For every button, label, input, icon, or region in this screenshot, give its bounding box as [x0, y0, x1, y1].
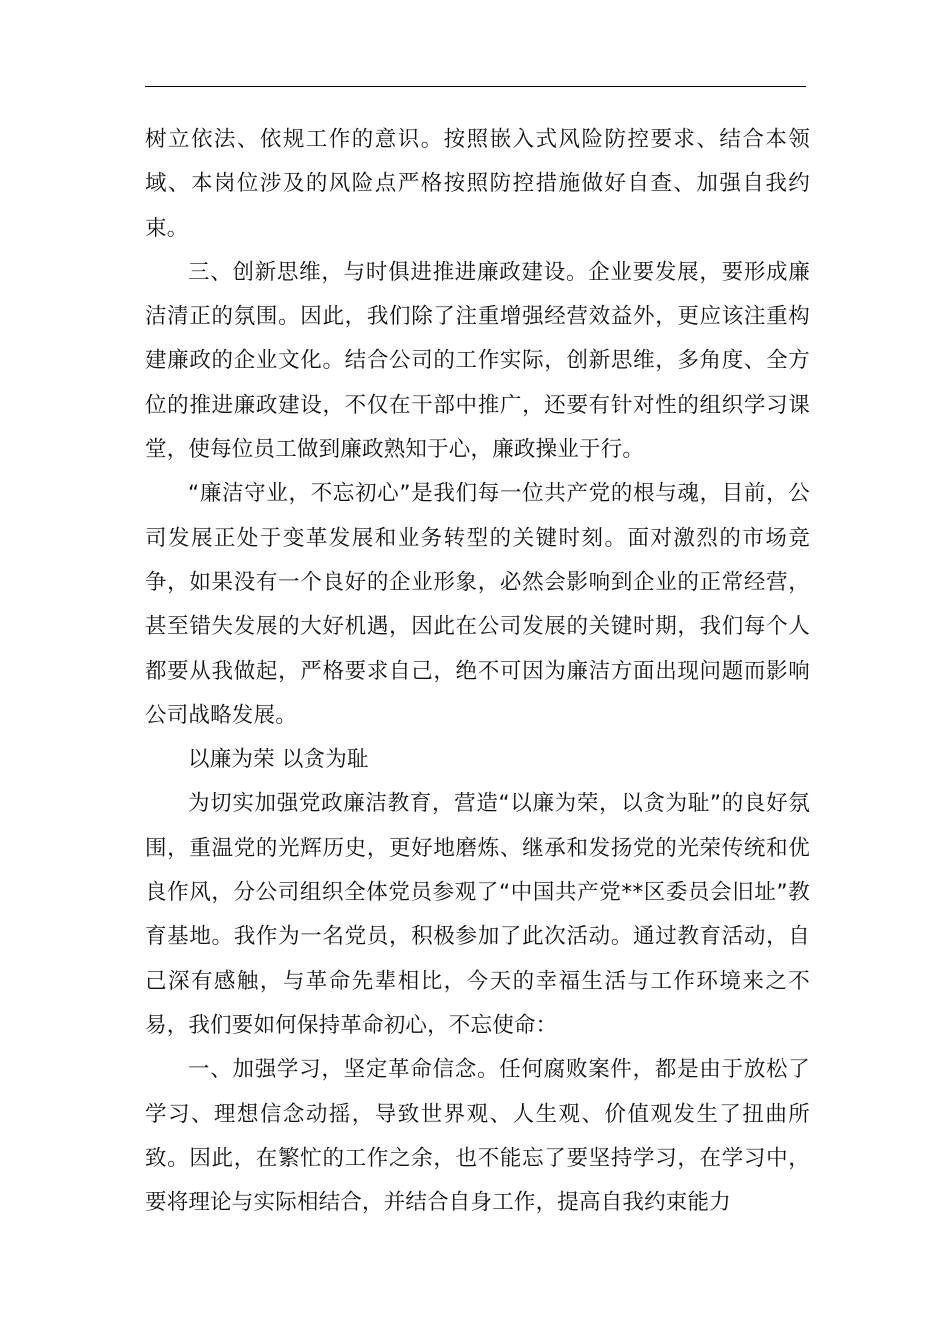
- header-rule: [145, 86, 806, 87]
- paragraph-3: “廉洁守业，不忘初心”是我们每一位共产党的根与魂，目前，公司发展正处于变革发展和业务转型的关键时刻。面对激烈的市场竞争，如果没有一个良好的企业形象，必然会影响到企业的正常经营，甚至错失发展的大好机遇，因此在公司发展的关键时期，我们每个人都要从我做起，严格要求自己，绝不可因为廉洁方面出现问题而影响公司战略发展。: [145, 481, 810, 728]
- section-heading: 以廉为荣 以贪为耻: [188, 747, 369, 773]
- paragraph-2: 三、创新思维，与时俱进推进廉政建设。企业要发展，要形成廉洁清正的氛围。因此，我们除了注重增强经营效益外，更应该注重构建廉政的企业文化。结合公司的工作实际，创新思维，多角度、全方位的推进廉政建设，不仅在干部中推广，还要有针对性的组织学习课堂，使每位员工做到廉政熟知于心，廉政操业于行。: [145, 259, 810, 463]
- paragraph-6: 一、加强学习，坚定革命信念。任何腐败案件，都是由于放松了学习、理想信念动摇，导致世界观、人生观、价值观发生了扭曲所致。因此，在繁忙的工作之余，也不能忘了要坚持学习，在学习中，要将理论与实际相结合，并结合自身工作，提高自我约束能力: [145, 1057, 810, 1216]
- paragraph-1: 树立依法、依规工作的意识。按照嵌入式风险防控要求、结合本领域、本岗位涉及的风险点严格按照防控措施做好自查、加强自我约束。: [145, 127, 810, 241]
- document-body: [145, 118, 810, 1225]
- paragraph-5: 为切实加强党政廉洁教育，营造“以廉为荣，以贪为耻”的良好氛围，重温党的光辉历史，更好地磨炼、继承和发扬党的光荣传统和优良作风，分公司组织全体党员参观了“中国共产党**区委员会旧址”教育基地。我作为一名党员，积极参加了此次活动。通过教育活动，自己深有感触，与革命先辈相比，今天的幸福生活与工作环境来之不易，我们要如何保持革命初心，不忘使命：: [145, 791, 810, 1038]
